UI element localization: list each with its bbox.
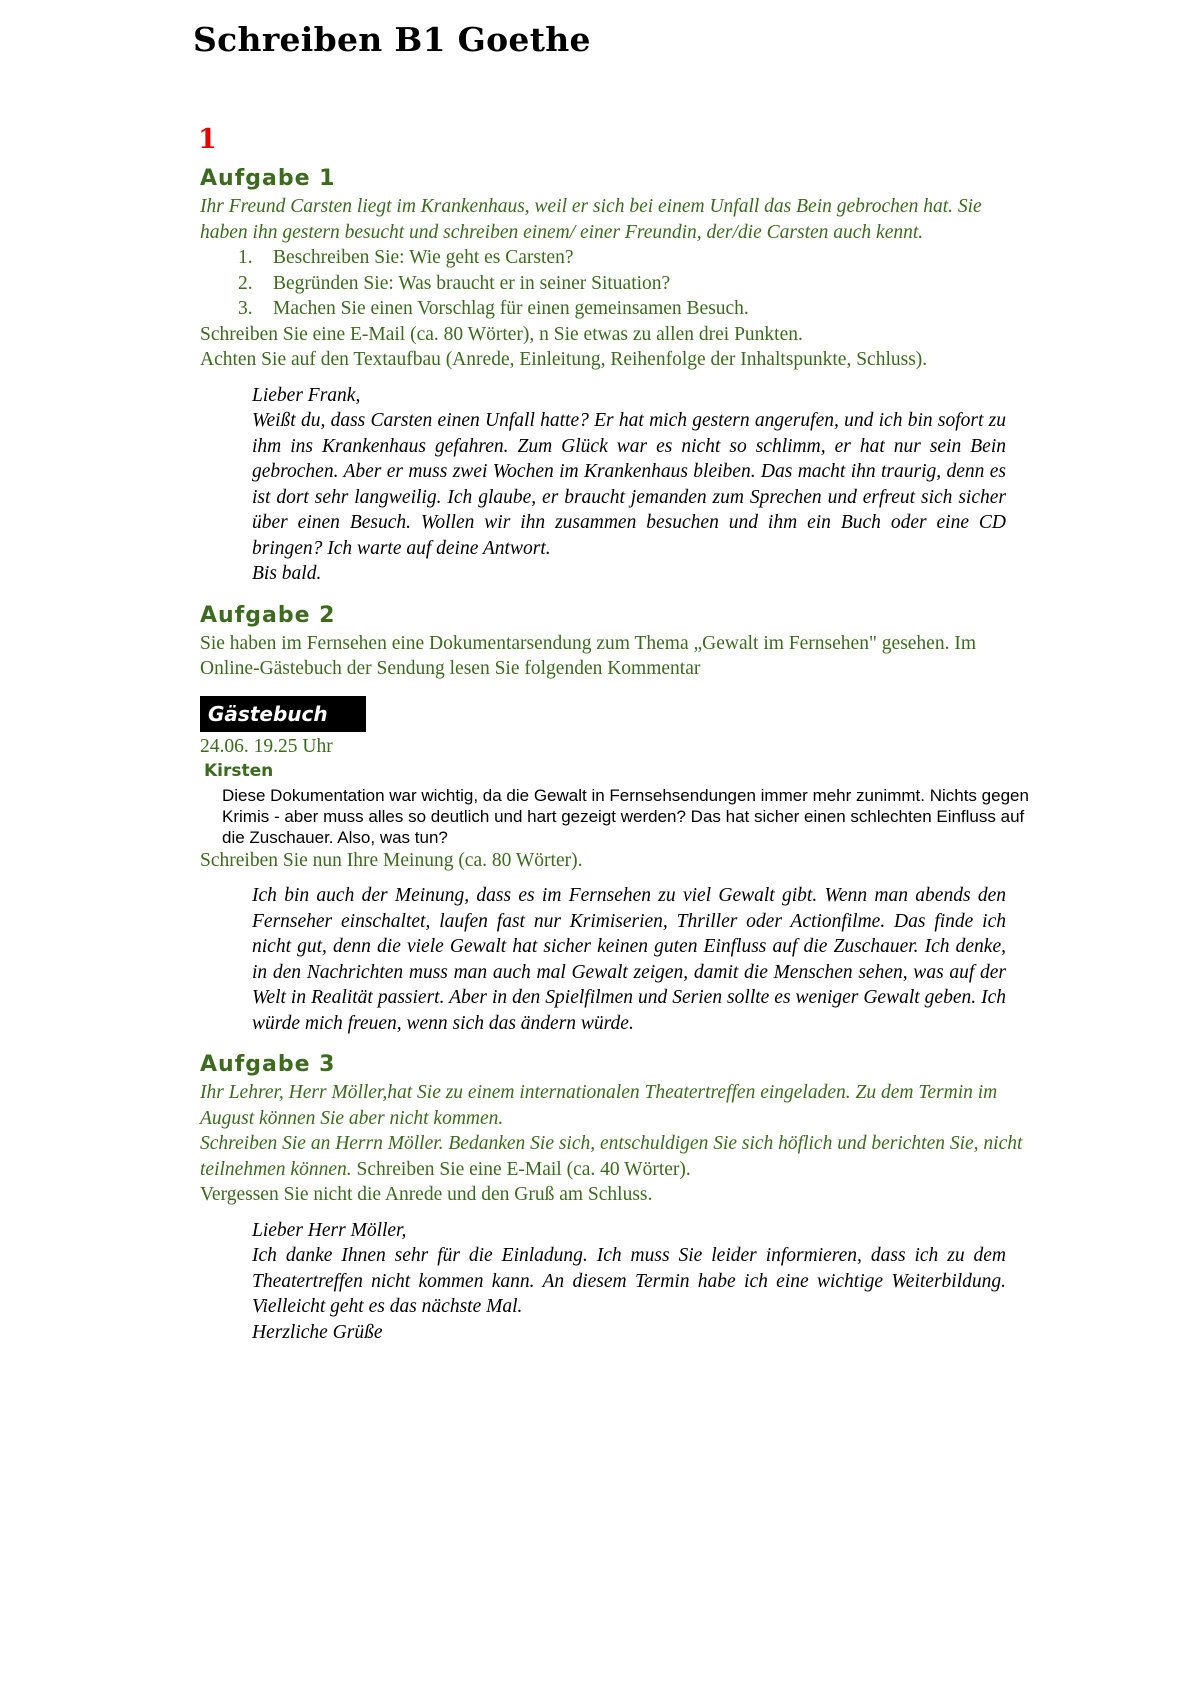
- task-3-situation-2: Schreiben Sie an Herrn Möller. Bedanken Sie sich, entschuldigen Sie sich höflich und berichten Sie, nicht teilnehmen können.: [200, 1133, 1023, 1180]
- task-1-points: [200, 245, 1030, 322]
- task-3-heading: Aufgabe 3: [200, 1052, 336, 1077]
- guestbook-date: 24.06. 19.25 Uhr: [200, 735, 333, 757]
- task-2-answer: [252, 883, 1006, 1036]
- guestbook-title: Gästebuch: [200, 696, 366, 732]
- point-text: Machen Sie einen Vorschlag für einen gemeinsamen Besuch.: [273, 298, 749, 319]
- task-1-situation: Ihr Freund Carsten liegt im Krankenhaus, weil er sich bei einem Unfall das Bein gebrochen hat. Sie haben ihn gestern besucht und schreiben einem/ einer Freundin, der/die Carsten auch kennt.: [200, 196, 982, 243]
- answer-body: Weißt du, dass Carsten einen Unfall hatte? Er hat mich gestern angerufen, und ich bin sofort zu ihm ins Krankenhaus gefahren. Zum Glück war es nicht so schlimm, er hat nur sein Bein gebrochen. Aber er muss zwei Wochen im Krankenhaus bleiben. Das macht ihn traurig, denn es ist dort sehr langweilig. Ich glaube, er braucht jemanden zum Sprechen und erfreut sich sicher über einen Besuch. Wollen wir ihn zusammen besuchen und ihm ein Buch oder eine CD bringen? Ich warte auf deine Antwort.: [252, 410, 1006, 559]
- answer-closing: Bis bald.: [252, 563, 322, 584]
- answer-closing: Herzliche Grüße: [252, 1321, 383, 1343]
- task-1-point: [200, 245, 1030, 271]
- task-2-heading: Aufgabe 2: [200, 602, 336, 628]
- task-3-situation: Ihr Lehrer, Herr Möller,hat Sie zu einem internationalen Theatertreffen eingeladen. Zu dem Termin im August können Sie aber nicht kommen.: [200, 1082, 998, 1129]
- task-3-instructions: [200, 1131, 1030, 1182]
- task-1-instruction-2: Achten Sie auf den Textaufbau (Anrede, Einleitung, Reihenfolge der Inhaltspunkte, Schluss).: [200, 349, 928, 370]
- task-2-instruction: Schreiben Sie nun Ihre Meinung (ca. 80 Wörter).: [200, 849, 583, 871]
- task-3-instruction-1: Schreiben Sie eine E-Mail (ca. 40 Wörter).: [356, 1158, 691, 1180]
- task-1-instruction-1: Schreiben Sie eine E-Mail (ca. 80 Wörter), n Sie etwas zu allen drei Punkten.: [200, 323, 803, 345]
- task-2: [200, 601, 1030, 1037]
- task-1-point: [200, 296, 1030, 322]
- point-number: 1.: [238, 247, 253, 268]
- point-number: 3.: [238, 298, 253, 319]
- task-1-point: [200, 271, 1030, 297]
- document-content: [200, 164, 1030, 1345]
- task-1-heading: Aufgabe 1: [200, 166, 336, 191]
- guestbook-comment: Diese Dokumentation war wichtig, da die Gewalt in Fernsehsendungen immer mehr zunimmt. Nichts gegen Krimis - aber muss alles so deutlich und hart gezeigt werden? Das hat sicher einen schlechten Einfluss auf die Zuschauer. Also, was tun?: [222, 785, 1029, 847]
- task-1-answer: [252, 383, 1006, 587]
- task-2-situation: Sie haben im Fernsehen eine Dokumentarsendung zum Thema „Gewalt im Fernsehen" gesehen. Im Online-Gästebuch der Sendung lesen Sie folgenden Kommentar: [200, 632, 977, 679]
- task-3-instruction-2: Vergessen Sie nicht die Anrede und den Gruß am Schluss.: [200, 1184, 653, 1205]
- guestbook-author: Kirsten: [204, 761, 274, 781]
- section-number: 1: [198, 124, 217, 155]
- point-text: Begründen Sie: Was braucht er in seiner Situation?: [273, 272, 671, 294]
- answer-body: Ich danke Ihnen sehr für die Einladung. Ich muss Sie leider informieren, dass ich zu dem Theatertreffen nicht kommen kann. An diesem Termin habe ich eine wichtige Weiterbildung. Vielleicht geht es das nächste Mal.: [252, 1245, 1006, 1317]
- document-title: Schreiben B1 Goethe: [193, 20, 591, 59]
- answer-greeting: Lieber Herr Möller,: [252, 1219, 407, 1241]
- task-3-answer: [252, 1218, 1006, 1346]
- task-1: [200, 164, 1030, 587]
- task-3: [200, 1050, 1030, 1345]
- point-number: 2.: [238, 272, 253, 294]
- point-text: Beschreiben Sie: Wie geht es Carsten?: [273, 247, 574, 268]
- answer-greeting: Lieber Frank,: [252, 384, 361, 406]
- answer-body: Ich bin auch der Meinung, dass es im Fernsehen zu viel Gewalt gibt. Wenn man abends den Fernseher einschaltet, laufen fast nur Krimiserien, Thriller oder Actionfilme. Das finde ich nicht gut, denn die viele Gewalt hat sicher keinen guten Einfluss auf die Zuschauer. Ich denke, in den Nachrichten muss man auch mal Gewalt zeigen, damit die Menschen sehen, was auf der Welt in Realität passiert. Aber in den Spielfilmen und Serien sollte es weniger Gewalt geben. Ich würde mich freuen, wenn sich das ändern würde.: [252, 885, 1006, 1034]
